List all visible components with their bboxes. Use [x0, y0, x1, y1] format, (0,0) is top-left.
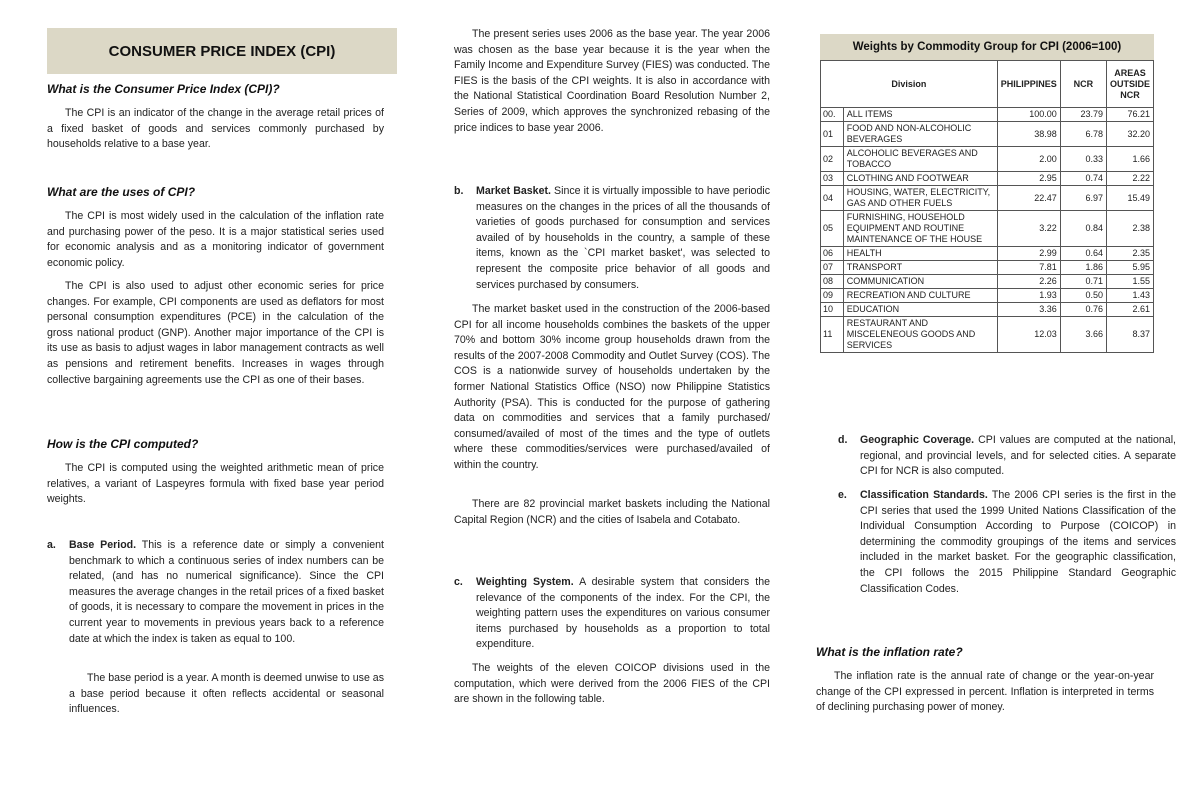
heading-what-is-cpi: What is the Consumer Price Index (CPI)?: [47, 82, 280, 96]
item-heading: Classification Standards.: [860, 489, 988, 501]
row-division: ALCOHOLIC BEVERAGES AND TOBACCO: [843, 147, 997, 172]
paragraph-market-basket-2: The market basket used in the construction of the 2006-based CPI for all income households combines the baskets of the upper 70% and bottom 30% income group households drawn from the results of the 2007-2008 Commodity and Outlet Survey (COS). The COS is a nationwide survey of households undertaken by the former National Statistics Office (NSO) now Philippine Statistics Authority (PSA). This is conducted for the purpose of gathering data on commodities and services that a family purchased/ consumed/availed of most of the times and the type of outlets where these commodities/services were purchased/availed of within the country.: [454, 303, 770, 471]
table-row: [821, 211, 1154, 247]
table-row: [821, 275, 1154, 289]
row-areas-outside-ncr: 2.61: [1106, 303, 1153, 317]
row-philippines: 1.93: [997, 289, 1060, 303]
row-division: CLOTHING AND FOOTWEAR: [843, 172, 997, 186]
row-division: EDUCATION: [843, 303, 997, 317]
weights-table: [820, 60, 1154, 353]
row-philippines: 7.81: [997, 261, 1060, 275]
paragraph-uses-1: The CPI is most widely used in the calculation of the inflation rate and purchasing power of the peso. It is a major statistical series used for economic analysis and as a monitoring indicator of government economic policy.: [47, 210, 384, 269]
row-ncr: 23.79: [1060, 108, 1106, 122]
row-code: 05: [821, 211, 844, 247]
row-code: 01: [821, 122, 844, 147]
row-areas-outside-ncr: 5.95: [1106, 261, 1153, 275]
table-row: [821, 303, 1154, 317]
row-philippines: 22.47: [997, 186, 1060, 211]
row-areas-outside-ncr: 2.22: [1106, 172, 1153, 186]
table-row: [821, 147, 1154, 172]
row-ncr: 0.71: [1060, 275, 1106, 289]
table-row: [821, 289, 1154, 303]
header-philippines: PHILIPPINES: [997, 61, 1060, 108]
table-row: [821, 261, 1154, 275]
row-code: 08: [821, 275, 844, 289]
row-philippines: 3.36: [997, 303, 1060, 317]
row-division: TRANSPORT: [843, 261, 997, 275]
row-areas-outside-ncr: 15.49: [1106, 186, 1153, 211]
row-ncr: 0.74: [1060, 172, 1106, 186]
row-areas-outside-ncr: 76.21: [1106, 108, 1153, 122]
row-areas-outside-ncr: 32.20: [1106, 122, 1153, 147]
row-code: 10: [821, 303, 844, 317]
table-row: [821, 108, 1154, 122]
row-code: 02: [821, 147, 844, 172]
row-division: HOUSING, WATER, ELECTRICITY, GAS AND OTHER FUELS: [843, 186, 997, 211]
paragraph-uses-2: The CPI is also used to adjust other economic series for price changes. For example, CPI components are used as deflators for most personal consumption expenditures (PCE) in the calculation of the gross national product (GNP). Another major importance of the CPI is its use as basis to adjust wages in labor management contracts as well as pensions and retirement benefits. Increases in wages through collective bargaining agreements use the CPI as one of their bases.: [47, 280, 384, 386]
row-philippines: 38.98: [997, 122, 1060, 147]
heading-how-computed: How is the CPI computed?: [47, 437, 199, 451]
row-code: 11: [821, 317, 844, 353]
row-philippines: 2.99: [997, 247, 1060, 261]
item-text: The 2006 CPI series is the first in the CPI series that used the 1999 United Nations Classification of the Individual Consumption According to Purpose (COICOP) in determining the commodity groupings of the items and services included in the market basket. For the geographic classification, the CPI follows the 2015 Philippine Standard Geographic Classification Codes.: [860, 489, 1176, 595]
list-item-market-basket: [454, 184, 770, 293]
table-row: [821, 172, 1154, 186]
row-ncr: 0.84: [1060, 211, 1106, 247]
paragraph-base-year: The present series uses 2006 as the base year. The year 2006 was chosen as the base year because it is the year when the Family Income and Expenditure Survey (FIES) was conducted. The FIES is the basis of the CPI weights. It is also in accordance with the National Statistical Coordination Board Resolution Number 2, Series of 2009, which approves the synchronized rebasing of the price indices to base year 2006.: [454, 28, 770, 134]
list-marker: e.: [838, 489, 847, 501]
table-header-row: [821, 61, 1154, 108]
heading-inflation-rate: What is the inflation rate?: [816, 645, 963, 659]
row-division: RECREATION AND CULTURE: [843, 289, 997, 303]
row-areas-outside-ncr: 2.38: [1106, 211, 1153, 247]
list-item-classification-standards: [838, 488, 1176, 597]
row-philippines: 2.95: [997, 172, 1060, 186]
paragraph-market-basket-3: There are 82 provincial market baskets including the National Capital Region (NCR) and the cities of Isabela and Cotabato.: [454, 498, 770, 526]
item-text: A desirable system that considers the relevance of the components of the index. For the CPI, the weighting pattern uses the expenditures on various consumer items purchased by households as a proportion to total expenditure.: [476, 576, 770, 651]
row-code: 04: [821, 186, 844, 211]
row-division: FURNISHING, HOUSEHOLD EQUIPMENT AND ROUTINE MAINTENANCE OF THE HOUSE: [843, 211, 997, 247]
header-division: Division: [821, 61, 998, 108]
list-marker: b.: [454, 185, 464, 197]
table-title: Weights by Commodity Group for CPI (2006=100): [820, 34, 1154, 60]
row-code: 07: [821, 261, 844, 275]
item-text: CPI values are computed at the national, regional, and provincial levels, and for selected cities. A separate CPI for NCR is also computed.: [860, 434, 1176, 478]
row-code: 03: [821, 172, 844, 186]
row-division: RESTAURANT AND MISCELENEOUS GOODS AND SERVICES: [843, 317, 997, 353]
table-row: [821, 317, 1154, 353]
paragraph-weighting-2: The weights of the eleven COICOP divisions used in the computation, which were derived from the 2006 FIES of the CPI are shown in the following table.: [454, 662, 770, 706]
paragraph-base-period-2: The base period is a year. A month is deemed unwise to use as a base period because it often reflects accidental or seasonal influences.: [69, 672, 384, 716]
row-ncr: 0.76: [1060, 303, 1106, 317]
list-marker: c.: [454, 576, 463, 588]
item-heading: Base Period.: [69, 539, 137, 551]
row-philippines: 3.22: [997, 211, 1060, 247]
row-code: 06: [821, 247, 844, 261]
row-philippines: 12.03: [997, 317, 1060, 353]
table-row: [821, 247, 1154, 261]
row-areas-outside-ncr: 2.35: [1106, 247, 1153, 261]
row-ncr: 0.64: [1060, 247, 1106, 261]
row-division: COMMUNICATION: [843, 275, 997, 289]
list-item-weighting-system: [454, 575, 770, 653]
row-philippines: 2.00: [997, 147, 1060, 172]
item-heading: Weighting System.: [476, 576, 574, 588]
row-ncr: 3.66: [1060, 317, 1106, 353]
item-text: This is a reference date or simply a convenient benchmark to which a continuous series of index numbers can be related, (and has no numerical significance). Since the CPI measures the average changes in the retail prices of a fixed basket of goods, it is necessary to compare the movement in prices in the current year to movements in previous years back to a reference date at which the index is taken as equal to 100.: [69, 539, 385, 645]
row-areas-outside-ncr: 1.43: [1106, 289, 1153, 303]
list-marker: a.: [47, 539, 56, 551]
row-ncr: 0.33: [1060, 147, 1106, 172]
item-text: Since it is virtually impossible to have periodic measures on the changes in the prices of all the thousands of varieties of goods purchased for consumption and services availed of by households in the country, a sample of these items, known as the `CPI market basket', was selected to represent the composite price behavior of all goods and services purchased by consumers.: [476, 185, 770, 291]
header-ncr: NCR: [1060, 61, 1106, 108]
row-code: 09: [821, 289, 844, 303]
row-philippines: 100.00: [997, 108, 1060, 122]
table-row: [821, 122, 1154, 147]
list-item-geographic-coverage: [838, 433, 1176, 480]
item-heading: Geographic Coverage.: [860, 434, 975, 446]
row-ncr: 0.50: [1060, 289, 1106, 303]
row-areas-outside-ncr: 1.55: [1106, 275, 1153, 289]
row-areas-outside-ncr: 8.37: [1106, 317, 1153, 353]
row-ncr: 6.97: [1060, 186, 1106, 211]
row-ncr: 1.86: [1060, 261, 1106, 275]
header-areas-outside-ncr: AREAS OUTSIDE NCR: [1106, 61, 1153, 108]
paragraph-inflation-rate: The inflation rate is the annual rate of change or the year-on-year change of the CPI expressed in percent. Inflation is interpreted in terms of declining purchasing power of money.: [816, 670, 1154, 714]
row-areas-outside-ncr: 1.66: [1106, 147, 1153, 172]
item-heading: Market Basket.: [476, 185, 551, 197]
row-division: ALL ITEMS: [843, 108, 997, 122]
list-marker: d.: [838, 434, 848, 446]
table-row: [821, 186, 1154, 211]
row-philippines: 2.26: [997, 275, 1060, 289]
row-ncr: 6.78: [1060, 122, 1106, 147]
paragraph-what-is-cpi: The CPI is an indicator of the change in the average retail prices of a fixed basket of goods and services commonly purchased by households relative to a base year.: [47, 107, 384, 151]
list-item-base-period: [47, 538, 384, 647]
row-division: FOOD AND NON-ALCOHOLIC BEVERAGES: [843, 122, 997, 147]
paragraph-how-computed: The CPI is computed using the weighted arithmetic mean of price relatives, a variant of Laspeyres formula with fixed base year period weights.: [47, 462, 384, 506]
heading-uses-of-cpi: What are the uses of CPI?: [47, 185, 196, 199]
page-title: CONSUMER PRICE INDEX (CPI): [47, 28, 397, 74]
row-division: HEALTH: [843, 247, 997, 261]
row-code: 00.: [821, 108, 844, 122]
